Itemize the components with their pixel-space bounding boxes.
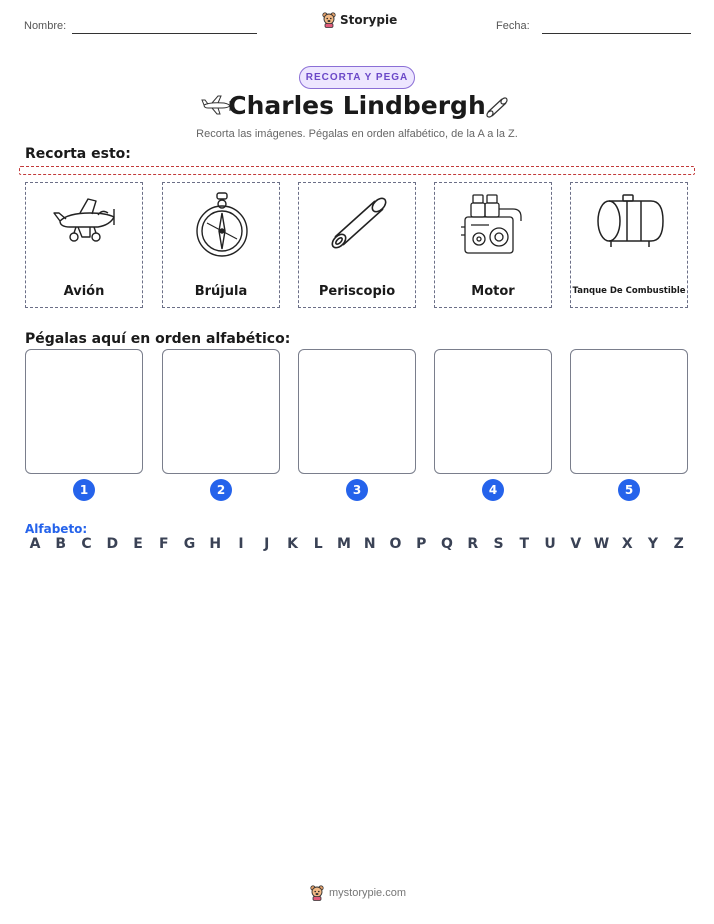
activity-badge: RECORTA Y PEGA: [299, 66, 415, 89]
cut-card[interactable]: [570, 182, 688, 308]
paste-box[interactable]: [434, 349, 552, 474]
cut-card[interactable]: [298, 182, 416, 308]
alphabet-letter: F: [158, 536, 169, 552]
periscope-icon: [323, 191, 393, 251]
alphabet-row: [25, 536, 689, 552]
cut-card[interactable]: [434, 182, 552, 308]
cut-section-title: Recorta esto:: [25, 146, 131, 162]
instructions: Recorta las imágenes. Pégalas en orden alfabético, de la A a la Z.: [196, 128, 518, 140]
alphabet-letter: K: [287, 536, 298, 552]
name-label: Nombre:: [24, 20, 67, 32]
card-label: Brújula: [194, 284, 248, 299]
periscope-icon: [484, 94, 512, 118]
brand-logo: [322, 12, 397, 28]
number-badge: 3: [346, 479, 368, 501]
name-line: [72, 33, 257, 34]
alphabet-letter: Z: [673, 536, 684, 552]
alphabet-letter: B: [55, 536, 67, 552]
alphabet-letter: O: [389, 536, 402, 552]
card-label: Tanque De Combustible: [572, 286, 686, 296]
alphabet-letter: N: [363, 536, 376, 552]
alphabet-letter: D: [106, 536, 119, 552]
alphabet-letter: Q: [441, 536, 453, 552]
alphabet-letter: A: [29, 536, 41, 552]
alphabet-letter: R: [467, 536, 479, 552]
brand-name: Storypie: [340, 13, 398, 27]
alphabet-letter: W: [593, 536, 610, 552]
footer: [310, 885, 406, 901]
alphabet-letter: G: [183, 536, 196, 552]
footer-url[interactable]: mystorypie.com: [329, 887, 407, 899]
date-line: [542, 33, 691, 34]
fuel-tank-icon: [595, 191, 665, 251]
compass-icon: [187, 191, 257, 261]
card-label: Avión: [63, 284, 105, 299]
cut-card[interactable]: [25, 182, 143, 308]
paste-box[interactable]: [298, 349, 416, 474]
engine-icon: [459, 191, 529, 261]
airplane-icon: [50, 191, 120, 247]
alphabet-letter: C: [81, 536, 92, 552]
alphabet-letter: J: [264, 536, 270, 552]
paste-box[interactable]: [162, 349, 280, 474]
cut-line: [19, 166, 695, 175]
paste-box[interactable]: [25, 349, 143, 474]
date-label: Fecha:: [496, 20, 530, 32]
alphabet-title: Alfabeto:: [25, 522, 88, 536]
number-badge: 5: [618, 479, 640, 501]
bear-logo-icon: [310, 885, 324, 901]
alphabet-letter: S: [493, 536, 504, 552]
alphabet-letter: M: [337, 536, 351, 552]
alphabet-letter: U: [544, 536, 556, 552]
card-label: Periscopio: [318, 284, 396, 299]
cut-card[interactable]: [162, 182, 280, 308]
alphabet-letter: I: [238, 536, 244, 552]
alphabet-letter: H: [209, 536, 222, 552]
alphabet-letter: L: [313, 536, 323, 552]
alphabet-letter: P: [416, 536, 427, 552]
number-badge: 1: [73, 479, 95, 501]
card-label: Motor: [471, 284, 515, 299]
paste-section-title: Pégalas aquí en orden alfabético:: [25, 331, 291, 347]
number-badge: 2: [210, 479, 232, 501]
number-badge: 4: [482, 479, 504, 501]
paste-box[interactable]: [570, 349, 688, 474]
alphabet-letter: V: [570, 536, 582, 552]
page-title: Charles Lindbergh: [228, 91, 486, 120]
alphabet-letter: X: [621, 536, 633, 552]
bear-logo-icon: [322, 12, 336, 28]
alphabet-letter: E: [133, 536, 143, 552]
alphabet-letter: T: [519, 536, 530, 552]
alphabet-letter: Y: [647, 536, 659, 552]
